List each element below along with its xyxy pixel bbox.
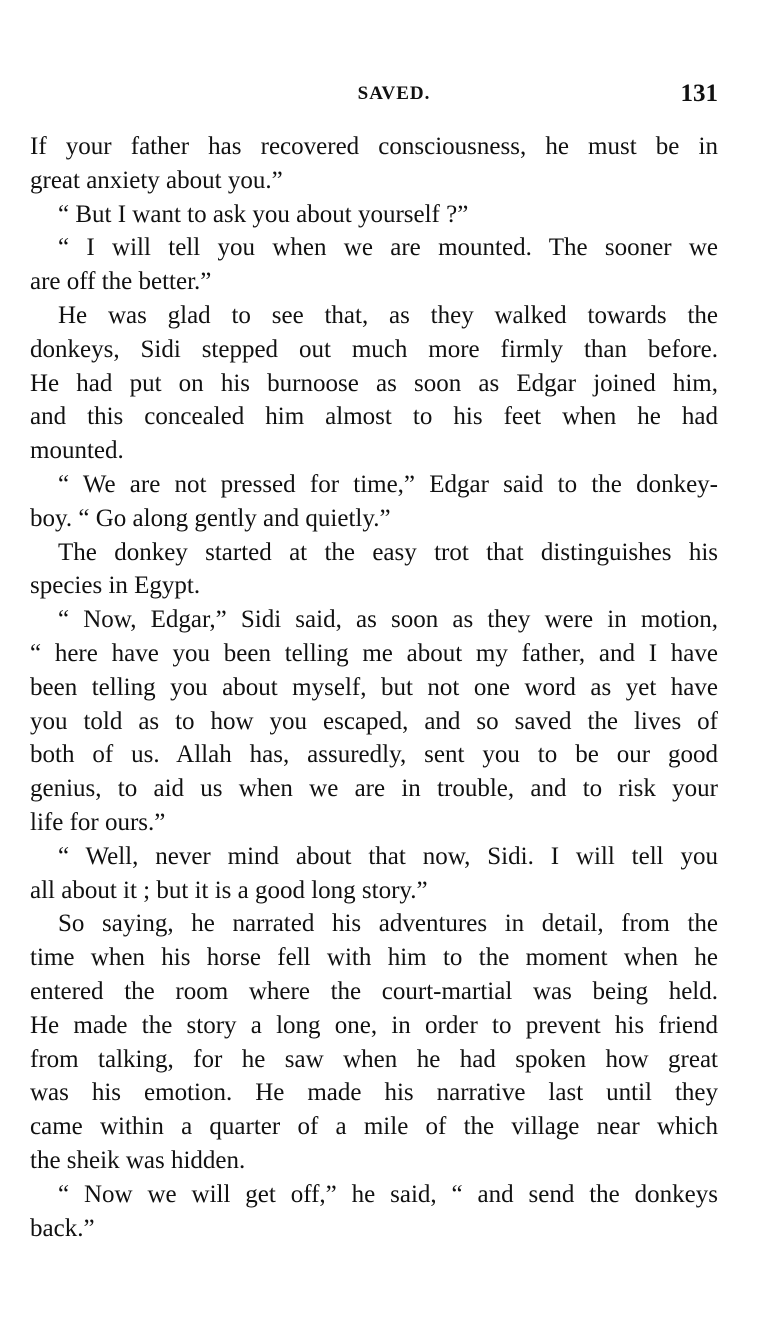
text-line: “ I will tell you when we are mounted. The sooner we: [58, 234, 718, 262]
text-line: great anxiety about you.”: [30, 166, 283, 194]
text-line: all about it ; but it is a good long story.”: [30, 876, 428, 904]
text-line: The donkey started at the easy trot that distinguishes his: [58, 538, 718, 566]
text-line: “ Now we will get off,” he said, “ and send the donkeys: [58, 1180, 718, 1208]
text-line: “ We are not pressed for time,” Edgar said to the donkey-: [58, 470, 718, 498]
text-line: If your father has recovered consciousness, he must be in: [30, 133, 718, 160]
text-line: genius, to aid us when we are in trouble, and to risk your: [30, 775, 718, 803]
text-line: the sheik was hidden.: [30, 1146, 246, 1174]
text-line: donkeys, Sidi stepped out much more firmly than before.: [30, 335, 718, 363]
text-line: came within a quarter of a mile of the village near which: [30, 1113, 718, 1141]
body-text: [30, 130, 718, 1245]
text-line: you told as to how you escaped, and so saved the lives of: [30, 707, 718, 735]
text-line: “ here have you been telling me about my father, and I have: [30, 639, 718, 667]
page-header: [30, 80, 718, 114]
text-line: He had put on his burnoose as soon as Edgar joined him,: [30, 369, 718, 397]
text-line: from talking, for he saw when he had spoken how great: [30, 1045, 718, 1073]
running-title: SAVED.: [357, 83, 431, 104]
text-line: “ But I want to ask you about yourself ?”: [58, 200, 469, 228]
text-line: So saying, he narrated his adventures in detail, from the: [58, 910, 718, 938]
text-line: both of us. Allah has, assuredly, sent you to be our good: [30, 741, 718, 769]
text-line: mounted.: [30, 437, 124, 465]
text-line: time when his horse fell with him to the moment when he: [30, 944, 718, 972]
text-line: “ Now, Edgar,” Sidi said, as soon as they were in motion,: [58, 606, 718, 634]
text-line: He was glad to see that, as they walked towards the: [58, 301, 718, 329]
text-line: “ Well, never mind about that now, Sidi. I will tell you: [58, 842, 718, 870]
text-line: boy. “ Go along gently and quietly.”: [30, 504, 391, 532]
text-line: been telling you about myself, but not one word as yet have: [30, 673, 718, 701]
page-number: 131: [680, 80, 718, 107]
text-line: are off the better.”: [30, 268, 212, 296]
text-line: entered the room where the court-martial was being held.: [30, 977, 718, 1005]
text-line: He made the story a long one, in order to prevent his friend: [30, 1011, 718, 1039]
text-line: and this concealed him almost to his feet when he had: [30, 403, 718, 431]
text-line: back.”: [30, 1214, 95, 1242]
text-line: species in Egypt.: [30, 572, 201, 600]
text-line: life for ours.”: [30, 808, 166, 836]
text-line: was his emotion. He made his narrative last until they: [30, 1079, 718, 1107]
